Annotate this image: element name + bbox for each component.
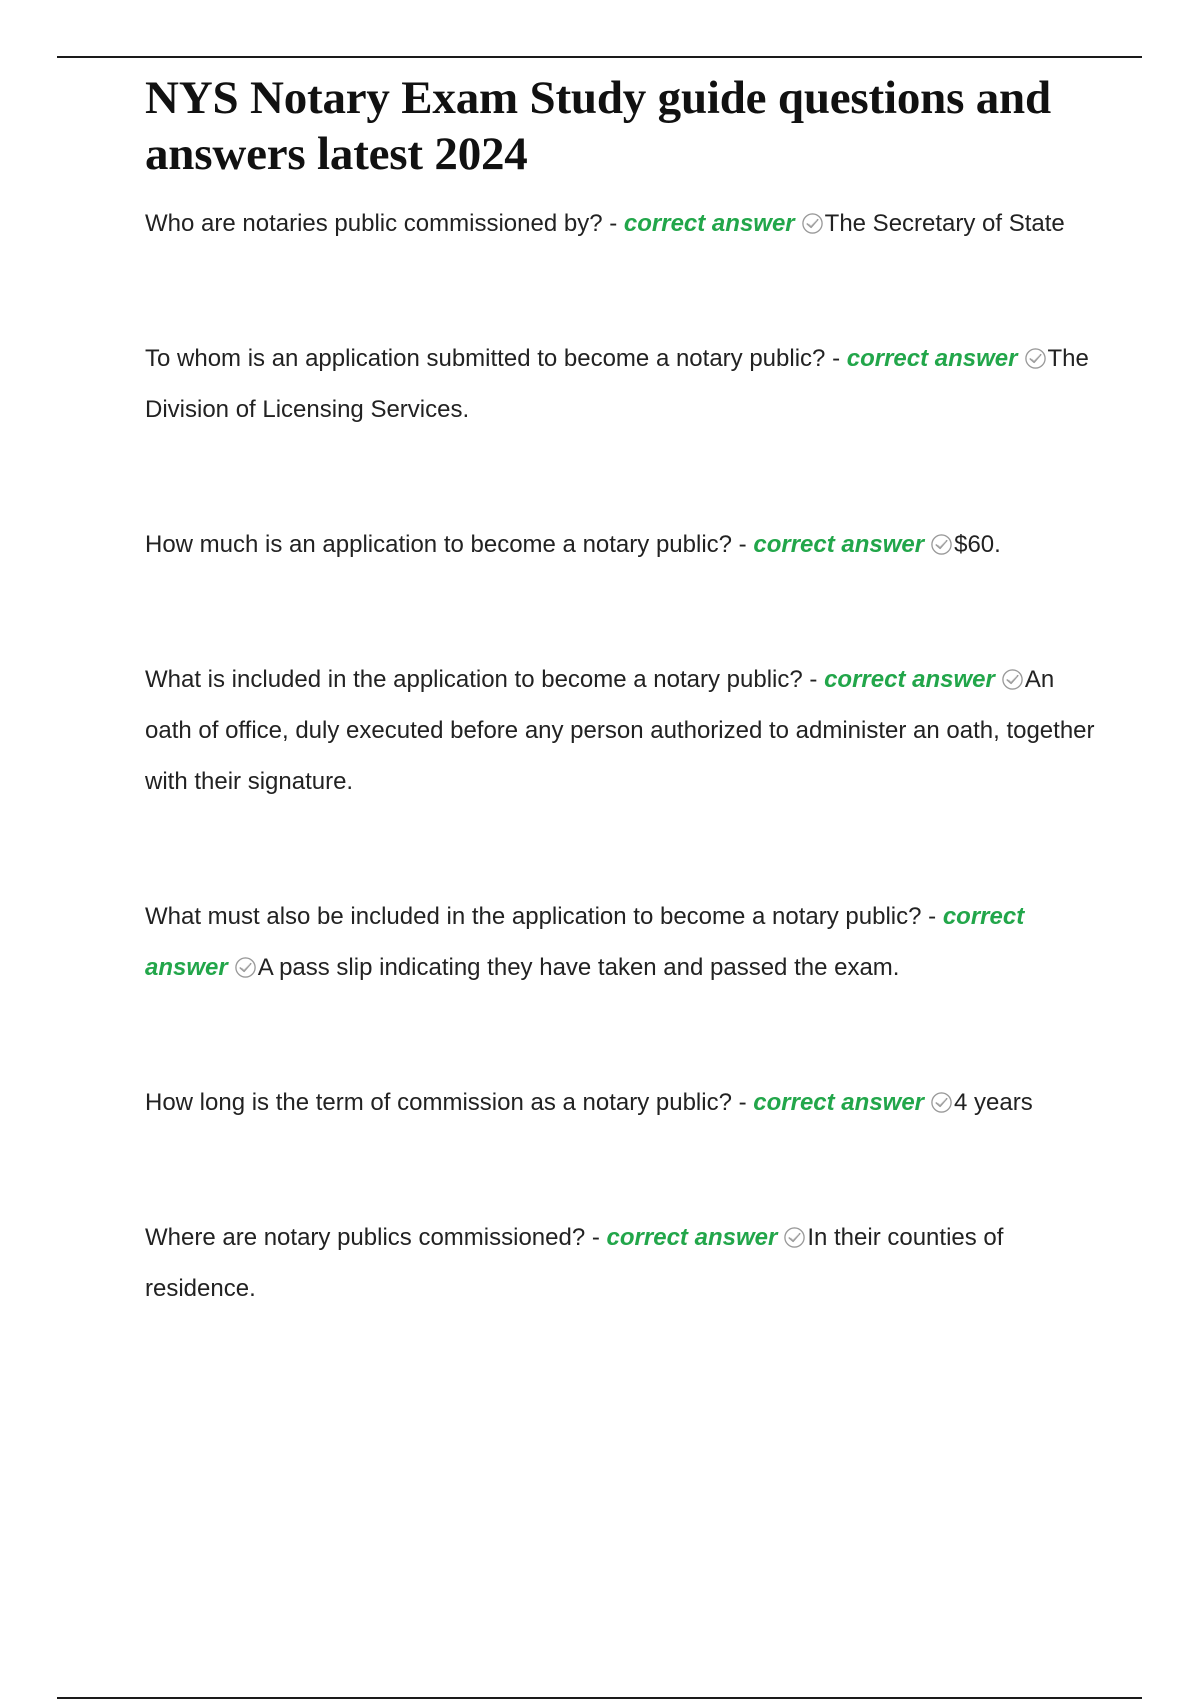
top-divider bbox=[57, 56, 1142, 58]
question-text: Who are notaries public commissioned by? bbox=[145, 210, 603, 237]
check-circle-icon bbox=[783, 1226, 806, 1249]
check-circle-icon bbox=[801, 212, 824, 235]
check-circle-icon bbox=[930, 1091, 953, 1114]
answer-text: A pass slip indicating they have taken and passed the exam. bbox=[257, 954, 900, 981]
answer-text: $60. bbox=[954, 531, 1001, 558]
qa-item bbox=[145, 1077, 1095, 1128]
check-circle-icon bbox=[234, 956, 257, 979]
qa-item bbox=[145, 198, 1095, 249]
separator: - bbox=[609, 210, 618, 237]
separator: - bbox=[738, 1089, 747, 1116]
qa-item bbox=[145, 333, 1095, 435]
qa-item bbox=[145, 519, 1095, 570]
answer-text: The Secretary of State bbox=[824, 210, 1065, 237]
qa-item bbox=[145, 654, 1095, 807]
correct-answer-label: correct answer bbox=[846, 345, 1018, 372]
question-text: Where are notary publics commissioned? bbox=[145, 1224, 586, 1251]
answer-text: An oath of office, duly executed before any person authorized to administer an oath, together with their signature. bbox=[145, 666, 1095, 795]
separator: - bbox=[928, 903, 937, 930]
qa-item bbox=[145, 891, 1095, 993]
check-circle-icon bbox=[1001, 668, 1024, 691]
correct-answer-label: correct answer bbox=[753, 531, 925, 558]
check-circle-icon bbox=[930, 533, 953, 556]
document-body bbox=[145, 70, 1095, 1314]
separator: - bbox=[738, 531, 747, 558]
separator: - bbox=[591, 1224, 600, 1251]
question-text: What is included in the application to become a notary public? bbox=[145, 666, 803, 693]
answer-text: The Division of Licensing Services. bbox=[145, 345, 1089, 423]
bottom-divider bbox=[57, 1697, 1142, 1699]
correct-answer-label: correct answer bbox=[753, 1089, 925, 1116]
separator: - bbox=[809, 666, 818, 693]
correct-answer-label: correct answer bbox=[606, 1224, 778, 1251]
question-text: How much is an application to become a notary public? bbox=[145, 531, 732, 558]
answer-text: In their counties of residence. bbox=[145, 1224, 1004, 1302]
qa-item bbox=[145, 1212, 1095, 1314]
question-text: How long is the term of commission as a notary public? bbox=[145, 1089, 732, 1116]
correct-answer-label: correct answer bbox=[623, 210, 795, 237]
check-circle-icon bbox=[1024, 347, 1047, 370]
page-title: NYS Notary Exam Study guide questions and answers latest 2024 bbox=[145, 72, 1051, 180]
correct-answer-label: correct answer bbox=[824, 666, 995, 693]
separator: - bbox=[832, 345, 841, 372]
correct-answer-label: correct answer bbox=[145, 903, 1025, 981]
answer-text: 4 years bbox=[954, 1089, 1033, 1116]
question-text: To whom is an application submitted to become a notary public? bbox=[145, 345, 826, 372]
question-text: What must also be included in the application to become a notary public? bbox=[145, 903, 922, 930]
